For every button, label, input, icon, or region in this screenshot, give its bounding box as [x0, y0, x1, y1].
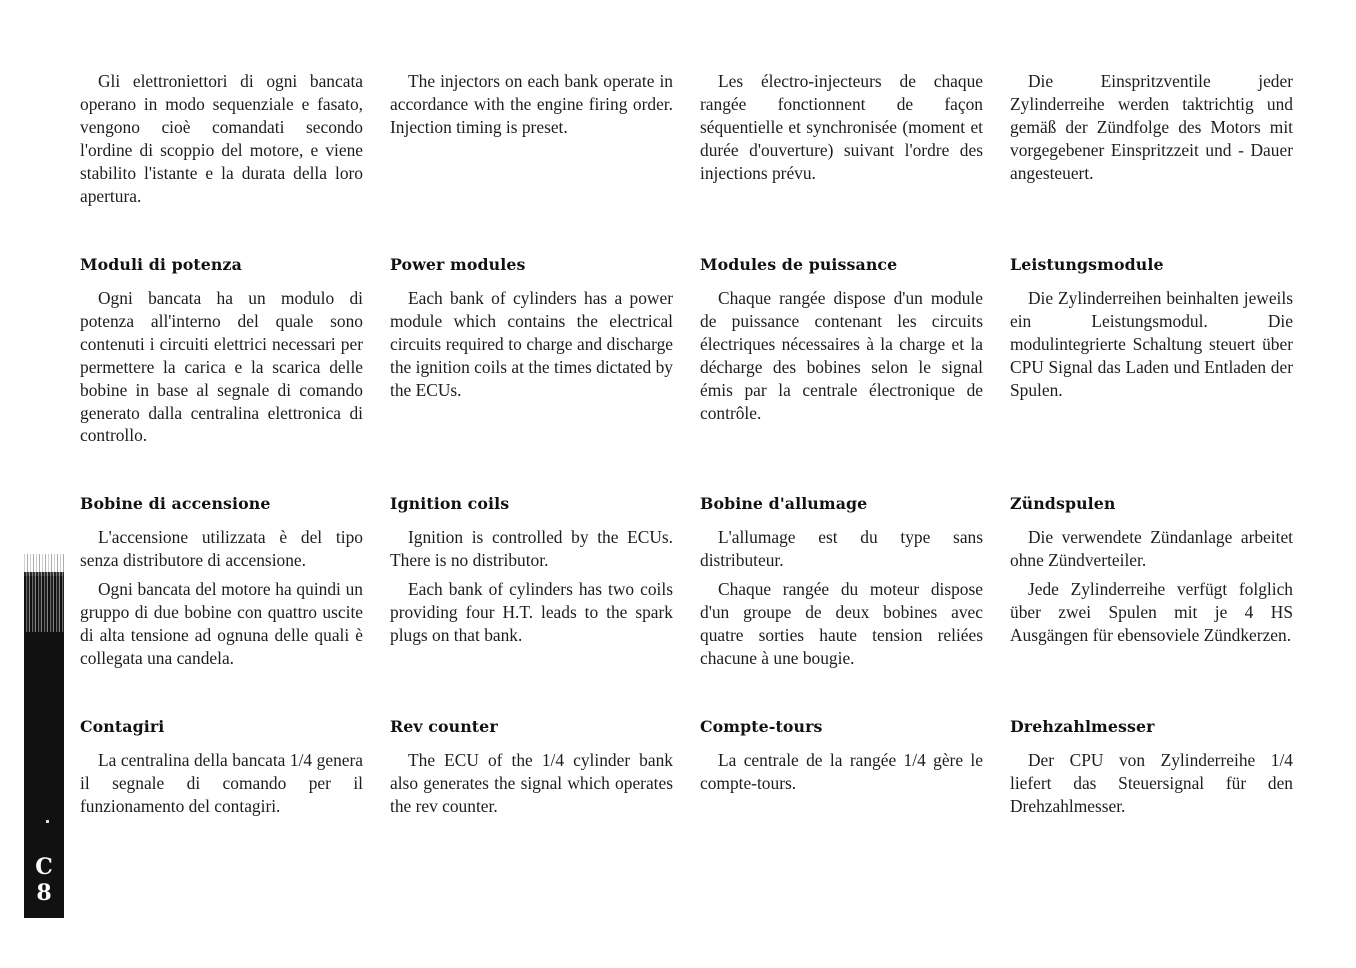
section-paragraph: L'accensione utilizzata è del tipo senza distributore di accensione. [80, 527, 363, 570]
section-title: Zündspulen [1010, 494, 1116, 513]
intro-paragraph: Gli elettroniettori di ogni bancata operano in modo sequenziale e fasato, vengono cioè comandati secondo l'ordine di scoppio del motore, e viene stabilito l'istante e la durata della loro apertura. [80, 71, 363, 206]
intro-paragraph: Les électro-injecteurs de chaque rangée fonctionnent de façon séquentielle et synchronisée (moment et durée d'ouverture) suivant l'ordre des injections prévu. [700, 71, 983, 183]
section-title: Contagiri [80, 717, 165, 736]
section-paragraph: The ECU of the 1/4 cylinder bank also generates the signal which operates the rev counter. [390, 750, 673, 816]
section-title: Ignition coils [390, 494, 510, 513]
section-power-modules [390, 254, 673, 408]
section-paragraph: Ogni bancata del motore ha quindi un gruppo di due bobine con quattro uscite di alta tensione ad ognuna delle quali è collegata una candela. [80, 578, 363, 668]
intro-block [700, 70, 983, 191]
tab-dot [46, 820, 49, 823]
section-paragraph: Each bank of cylinders has two coils providing four H.T. leads to the spark plugs on that bank. [390, 578, 673, 645]
section-paragraph: Chaque rangée du moteur dispose d'un groupe de deux bobines avec quatre sorties haute tension reliées chacune à une bougie. [700, 578, 983, 668]
section-ignition-coils [700, 493, 983, 675]
section-rev-counter [390, 716, 673, 824]
section-title: Power modules [390, 255, 526, 274]
page-number: 8 [36, 880, 52, 906]
section-rev-counter [700, 716, 983, 801]
tab-top-texture [24, 572, 64, 632]
section-paragraph: Die Zylinderreihen beinhalten jeweils ein Leistungsmodul. Die modulintegrierte Schaltung steuert über CPU Signal das Laden und Entladen der Spulen. [1010, 288, 1293, 400]
section-paragraph: La centrale de la rangée 1/4 gère le compte-tours. [700, 750, 983, 793]
section-paragraph: La centralina della bancata 1/4 genera il segnale di comando per il funzionamento del contagiri. [80, 750, 363, 816]
section-title: Leistungsmodule [1010, 255, 1164, 274]
section-ignition-coils [390, 493, 673, 653]
section-title: Bobine d'allumage [700, 494, 868, 513]
section-paragraph: Jede Zylinderreihe verfügt folglich über zwei Spulen mit je 4 HS Ausgängen für ebensoviele Zündkerzen. [1010, 578, 1293, 645]
section-rev-counter [1010, 716, 1293, 824]
section-title: Moduli di potenza [80, 255, 242, 274]
intro-block [390, 70, 673, 145]
intro-block [1010, 70, 1293, 191]
section-title: Rev counter [390, 717, 498, 736]
section-paragraph: Each bank of cylinders has a power module which contains the electrical circuits required to charge and discharge the ignition coils at the times dictated by the ECUs. [390, 288, 673, 400]
section-paragraph: Ogni bancata ha un modulo di potenza all'interno del quale sono contenuti i circuiti elettrici necessari per permettere la carica e la scarica delle bobine in base al segnale di comando generato dalla centralina elettronica di controllo. [80, 288, 363, 446]
section-power-modules [700, 254, 983, 430]
chapter-letter: C [35, 854, 53, 880]
chapter-tab [24, 572, 64, 918]
section-title: Bobine di accensione [80, 494, 271, 513]
intro-block [80, 70, 363, 213]
section-title: Compte-tours [700, 717, 823, 736]
section-paragraph: Die verwendete Zündanlage arbeitet ohne Zündverteiler. [1010, 527, 1293, 570]
section-rev-counter [80, 716, 363, 824]
intro-paragraph: The injectors on each bank operate in accordance with the engine firing order. Injection timing is preset. [390, 71, 673, 137]
section-ignition-coils [1010, 493, 1293, 653]
section-power-modules [80, 254, 363, 453]
section-paragraph: Ignition is controlled by the ECUs. There is no distributor. [390, 527, 673, 570]
section-paragraph: Chaque rangée dispose d'un module de puissance contenant les circuits électriques nécessaires à la charge et la décharge des bobines selon le signal émis par la centrale électronique de contrôle. [700, 288, 983, 423]
section-power-modules [1010, 254, 1293, 408]
section-title: Modules de puissance [700, 255, 898, 274]
section-paragraph: L'allumage est du type sans distributeur. [700, 527, 983, 570]
intro-paragraph: Die Einspritzventile jeder Zylinderreihe werden taktrichtig und gemäß der Zündfolge des Motors mit vorgegebener Einspritzzeit und - Dauer angesteuert. [1010, 71, 1293, 183]
section-title: Drehzahlmesser [1010, 717, 1155, 736]
section-paragraph: Der CPU von Zylinderreihe 1/4 liefert das Steuersignal für den Drehzahlmesser. [1010, 750, 1293, 816]
section-ignition-coils [80, 493, 363, 675]
